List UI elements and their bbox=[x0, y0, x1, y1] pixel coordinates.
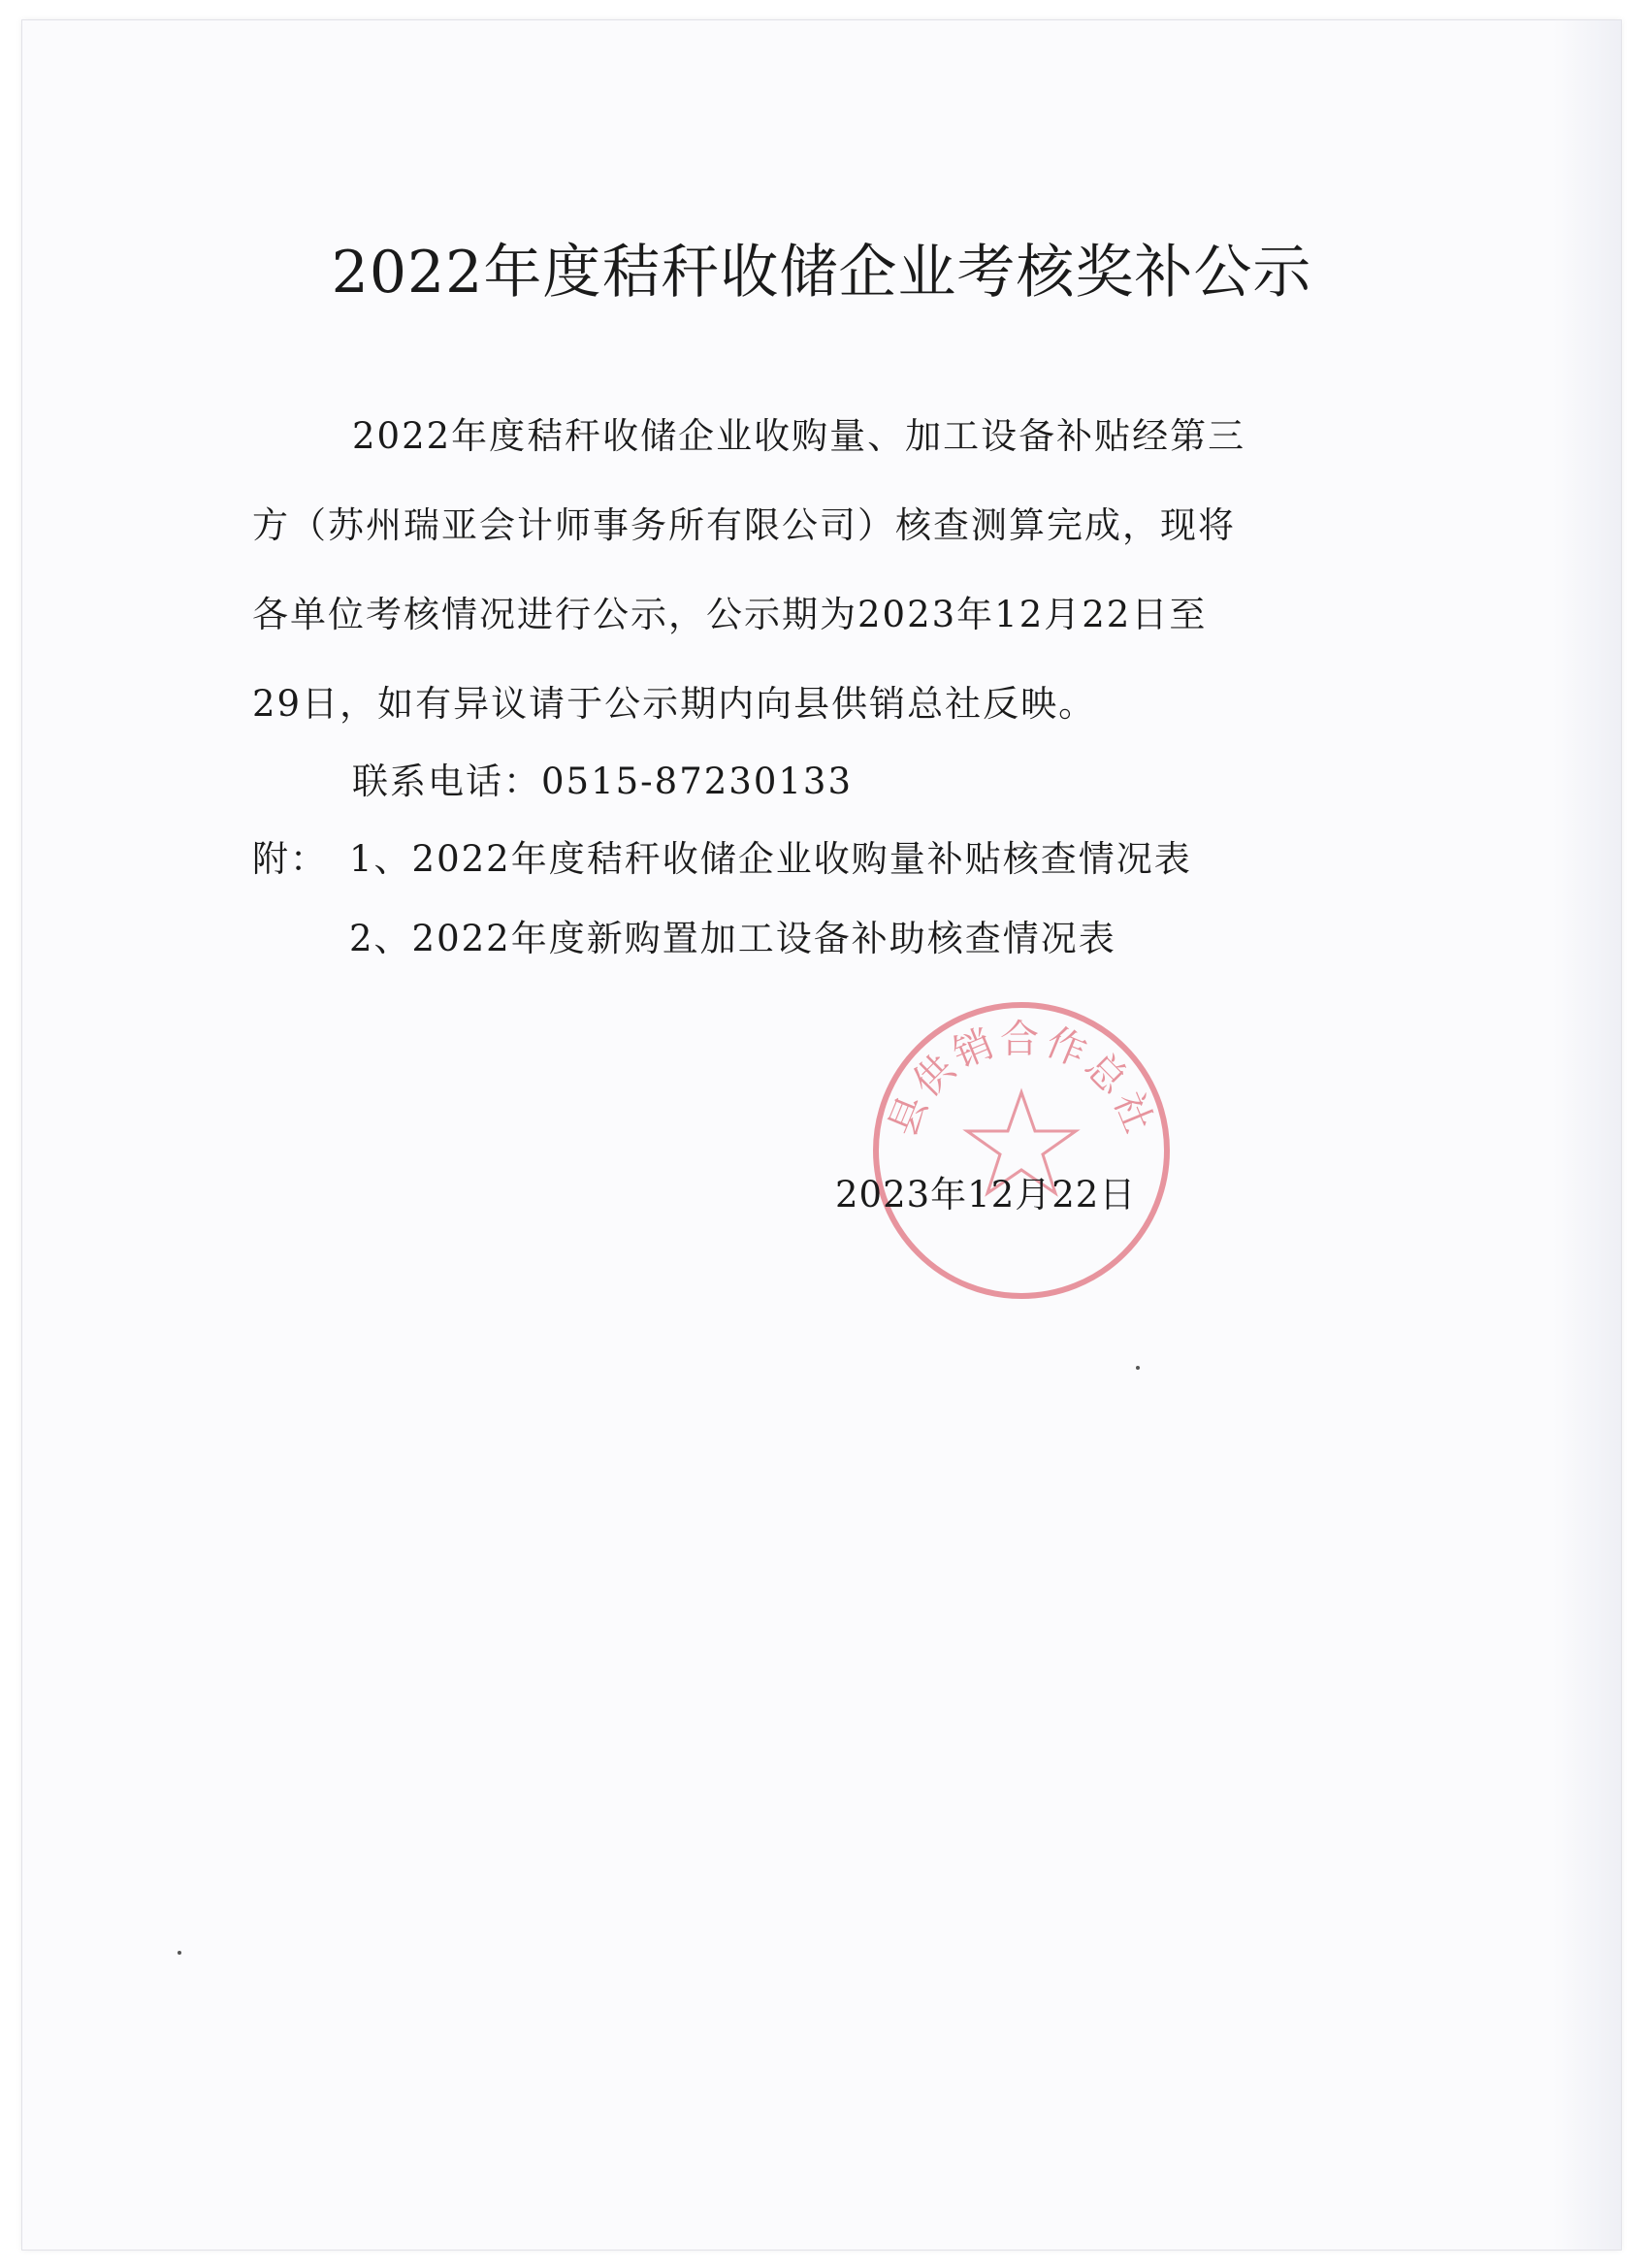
svg-text:县供销合作总社: 县供销合作总社 bbox=[880, 1017, 1163, 1143]
body-line-2: 方（苏州瑞亚会计师事务所有限公司）核查测算完成，现将 bbox=[252, 504, 1236, 546]
attachment-item-2: 2、2022年度新购置加工设备补助核查情况表 bbox=[349, 918, 1116, 959]
attachment-item-1: 1、2022年度秸秆收储企业收购量补贴核查情况表 bbox=[349, 838, 1192, 880]
attachments-label: 附： bbox=[252, 838, 328, 880]
body-line-1: 2022年度秸秆收储企业收购量、加工设备补贴经第三 bbox=[352, 415, 1246, 457]
contact-phone: 联系电话：0515-87230133 bbox=[352, 761, 853, 802]
scan-speck bbox=[1136, 1366, 1140, 1370]
scan-speck bbox=[178, 1951, 181, 1955]
document-title: 2022年度秸秆收储企业考核奖补公示 bbox=[331, 239, 1312, 307]
official-seal-stamp bbox=[866, 995, 1177, 1306]
issue-date: 2023年12月22日 bbox=[835, 1174, 1137, 1215]
document-page bbox=[21, 19, 1622, 2251]
body-line-3: 各单位考核情况进行公示，公示期为2023年12月22日至 bbox=[252, 594, 1208, 635]
body-line-4: 29日，如有异议请于公示期内向县供销总社反映。 bbox=[252, 683, 1097, 725]
